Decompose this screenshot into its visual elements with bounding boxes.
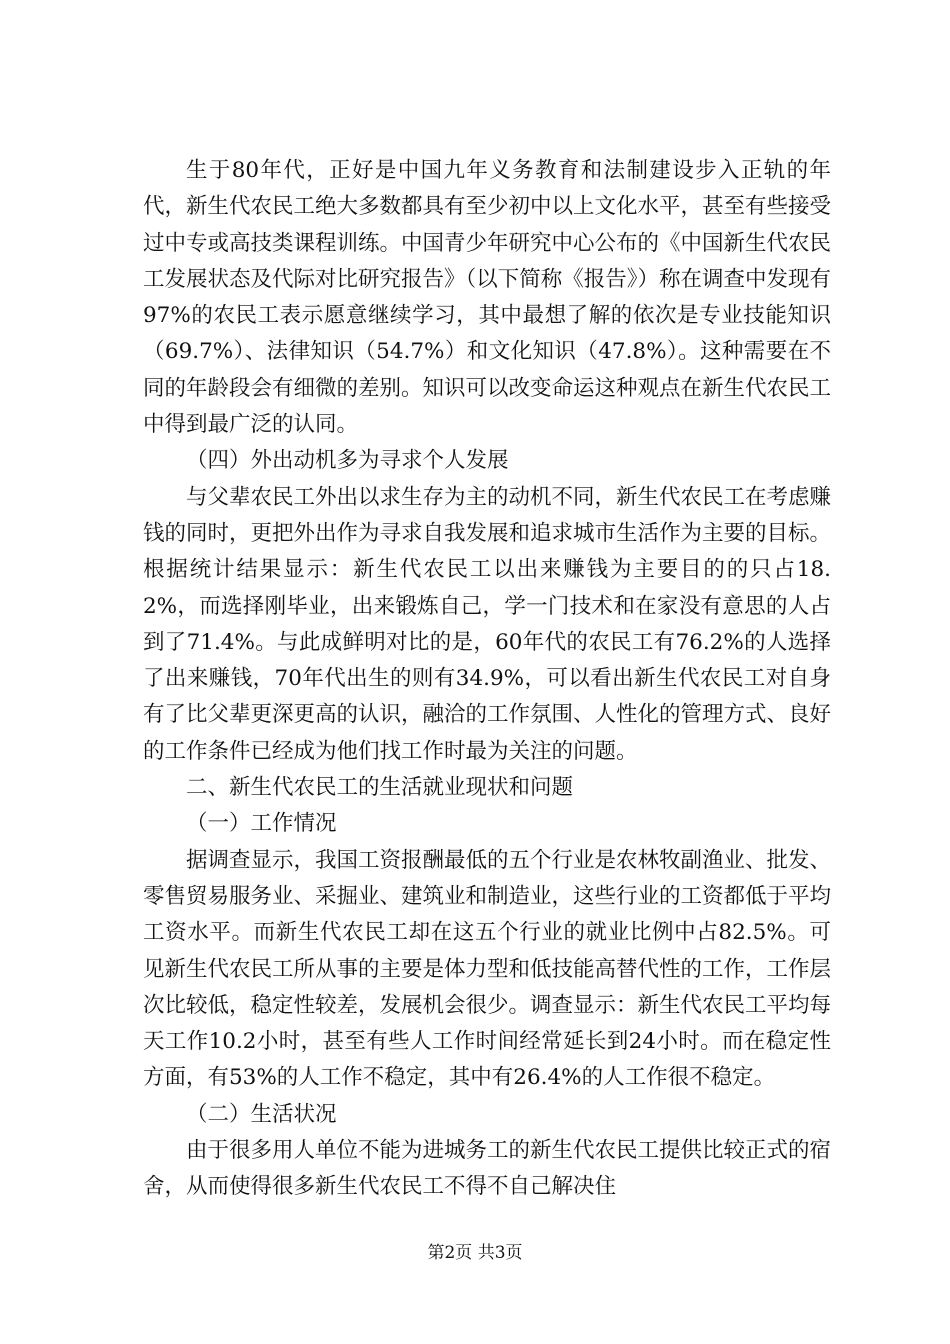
paragraph-work: 据调查显示，我国工资报酬最低的五个行业是农林牧副渔业、批发、零售贸易服务业、采掘业、建筑业和制造业，这些行业的工资都低于平均工资水平。而新生代农民工却在这五个行业的就业比例中占82.5%。可见新生代农民工所从事的主要是体力型和低技能高替代性的工作，工作层次比较低，稳定性较差，发展机会很少。调查显示：新生代农民工平均每天工作10.2小时，甚至有些人工作时间经常延长到24小时。而在稳定性方面，有53%的人工作不稳定，其中有26.4%的人工作很不稳定。	[143, 847, 832, 1091]
heading-work: （一）工作情况	[186, 811, 337, 837]
heading-section-two: 二、新生代农民工的生活就业现状和问题	[186, 775, 574, 801]
paragraph-living: 由于很多用人单位不能为进城务工的新生代农民工提供比较正式的宿舍，从而使得很多新生代农民工不得不自己解决住	[143, 1138, 832, 1200]
heading-living: （二）生活状况	[186, 1101, 337, 1127]
document-body	[143, 153, 831, 1206]
paragraph-education: 生于80年代，正好是中国九年义务教育和法制建设步入正轨的年代，新生代农民工绝大多数都具有至少初中以上文化水平，甚至有些接受过中专或高技类课程训练。中国青少年研究中心公布的《中国新生代农民工发展状态及代际对比研究报告》（以下简称《报告》）称在调查中发现有97%的农民工表示愿意继续学习，其中最想了解的依次是专业技能知识（69.7%）、法律知识（54.7%）和文化知识（47.8%）。这种需要在不同的年龄段会有细微的差别。知识可以改变命运这种观点在新生代农民工中得到最广泛的认同。	[143, 158, 832, 438]
heading-motivation: （四）外出动机多为寻求个人发展	[186, 448, 509, 474]
page-number-footer: 第2页 共3页	[427, 1243, 523, 1263]
paragraph-motivation: 与父辈农民工外出以求生存为主的动机不同，新生代农民工在考虑赚钱的同时，更把外出作为寻求自我发展和追求城市生活作为主要的目标。根据统计结果显示：新生代农民工以出来赚钱为主要目的的只占18.2%，而选择刚毕业，出来锻炼自己，学一门技术和在家没有意思的人占到了71.4%。与此成鲜明对比的是，60年代的农民工有76.2%的人选择了出来赚钱，70年代出生的则有34.9%，可以看出新生代农民工对自身有了比父辈更深更高的认识，融洽的工作氛围、人性化的管理方式、良好的工作条件已经成为他们找工作时最为关注的问题。	[143, 484, 832, 764]
